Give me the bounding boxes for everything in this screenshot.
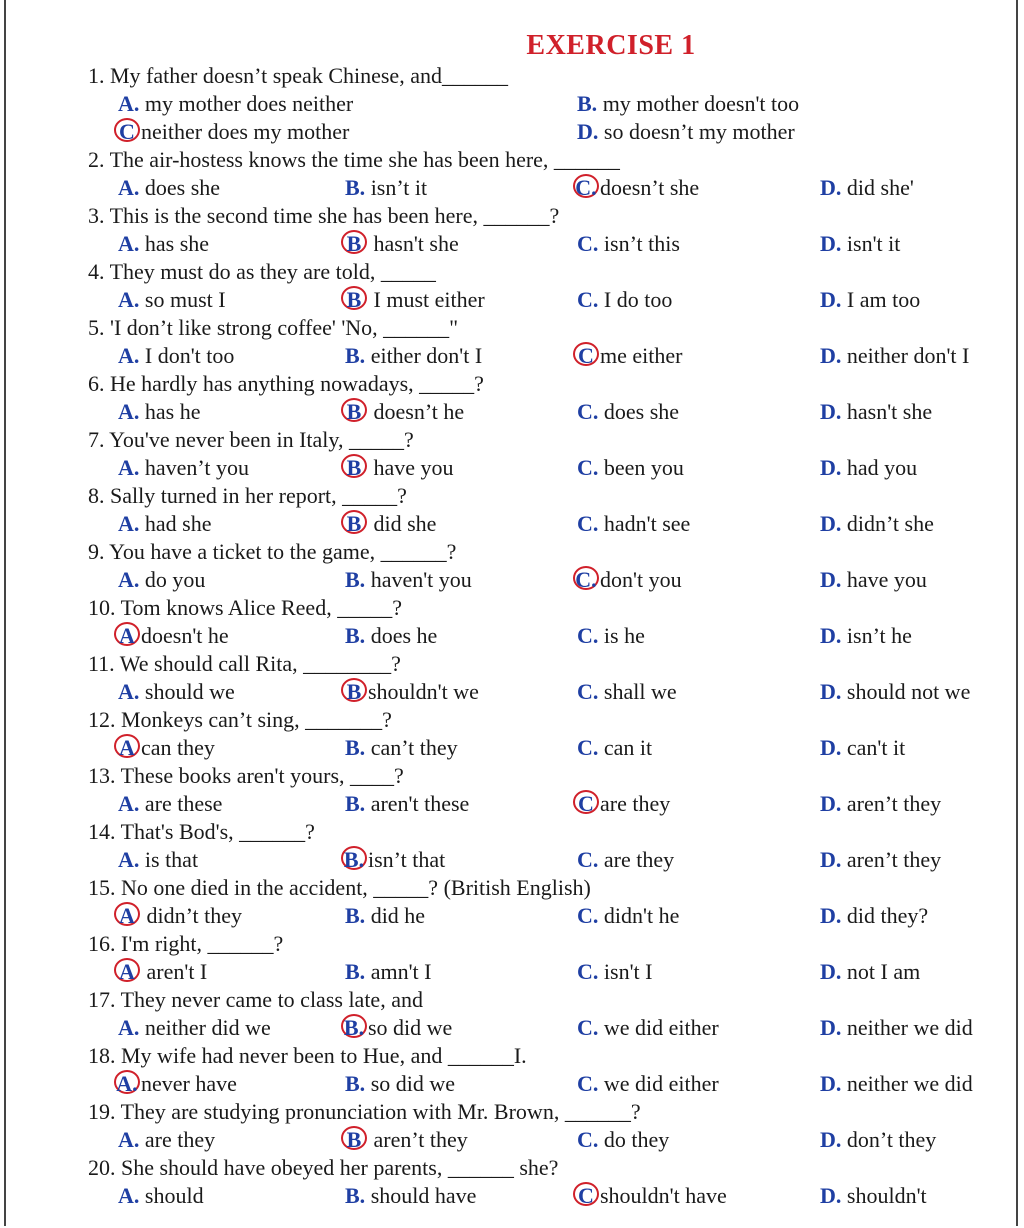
selected-answer-letter: B. — [341, 846, 367, 870]
question-stem: 1. My father doesn’t speak Chinese, and______ — [88, 63, 508, 88]
question-item — [0, 1042, 1024, 1098]
option-text: should have — [365, 1183, 477, 1208]
answer-option[interactable] — [577, 566, 682, 594]
option-text: didn't he — [598, 903, 680, 928]
question-stem: 13. These books aren't yours, ____? — [88, 763, 404, 788]
answer-option[interactable] — [118, 230, 209, 258]
answer-option[interactable] — [345, 1126, 468, 1154]
option-text: so did we — [368, 1015, 453, 1040]
option-letter: A. — [118, 231, 140, 256]
question-item — [0, 258, 1024, 314]
question-stem: 16. I'm right, ______? — [88, 931, 284, 956]
question-stem: 5. 'I don’t like strong coffee' 'No, ______" — [88, 315, 459, 340]
answer-option[interactable] — [577, 1126, 669, 1154]
option-letter: B. — [345, 959, 366, 984]
option-text: my mother does neither — [139, 91, 354, 116]
option-text: so did we — [365, 1071, 456, 1096]
question-item — [0, 874, 1024, 930]
option-text: don’t they — [841, 1127, 937, 1152]
option-text: don't you — [600, 567, 682, 592]
answer-option[interactable] — [345, 902, 425, 930]
question-item — [0, 818, 1024, 874]
option-text: has he — [139, 399, 201, 424]
question-item — [0, 62, 1024, 146]
answer-option[interactable] — [577, 510, 690, 538]
option-text: have you — [368, 455, 454, 480]
selected-answer-letter: B — [341, 230, 367, 254]
selected-answer-letter: C. — [573, 566, 599, 590]
option-text: does she — [139, 175, 221, 200]
option-text: does he — [365, 623, 438, 648]
question-stem: 8. Sally turned in her report, _____? — [88, 483, 407, 508]
option-text: isn’t he — [841, 623, 912, 648]
question-stem: 4. They must do as they are told, _____ — [88, 259, 436, 284]
answer-option[interactable] — [820, 230, 900, 258]
answer-option[interactable] — [820, 510, 934, 538]
answer-option[interactable] — [118, 958, 207, 986]
answer-option[interactable] — [345, 734, 458, 762]
answer-option[interactable] — [345, 622, 437, 650]
option-text: hasn't she — [841, 399, 933, 424]
answer-option[interactable] — [577, 90, 799, 118]
option-letter: C. — [577, 287, 599, 312]
question-list — [0, 62, 1024, 1210]
option-letter: C. — [577, 679, 599, 704]
option-text: so must I — [139, 287, 226, 312]
answer-option[interactable] — [577, 118, 795, 146]
selected-answer-letter: C — [114, 118, 140, 142]
option-text: neither does my mother — [141, 119, 350, 144]
option-letter: B. — [345, 343, 366, 368]
option-letter: C. — [577, 231, 599, 256]
question-item — [0, 370, 1024, 426]
option-text: haven't you — [365, 567, 472, 592]
option-letter: C. — [577, 1071, 599, 1096]
answer-option[interactable] — [820, 566, 927, 594]
option-text: my mother doesn't too — [597, 91, 800, 116]
answer-option[interactable] — [118, 398, 200, 426]
selected-answer-letter: A — [114, 958, 140, 982]
option-text: isn’t it — [365, 175, 428, 200]
answer-option[interactable] — [820, 1126, 936, 1154]
option-text: didn’t they — [141, 903, 243, 928]
question-stem: 12. Monkeys can’t sing, _______? — [88, 707, 392, 732]
answer-option[interactable] — [820, 790, 941, 818]
selected-answer-letter: C — [573, 1182, 599, 1206]
answer-option[interactable] — [577, 398, 679, 426]
selected-answer-letter: A. — [114, 1070, 140, 1094]
option-text: can they — [141, 735, 215, 760]
option-text: do they — [598, 1127, 670, 1152]
answer-option[interactable] — [577, 174, 699, 202]
option-text: are they — [600, 791, 671, 816]
option-text: aren’t they — [368, 1127, 468, 1152]
option-text: so doesn’t my mother — [598, 119, 795, 144]
question-item — [0, 650, 1024, 706]
question-stem: 6. He hardly has anything nowadays, _____? — [88, 371, 484, 396]
option-text: shouldn't — [841, 1183, 927, 1208]
option-letter: A. — [118, 91, 140, 116]
option-text: can it — [598, 735, 653, 760]
answer-option[interactable] — [118, 342, 234, 370]
question-stem: 15. No one died in the accident, _____? (British English) — [88, 875, 591, 900]
option-letter: A. — [118, 791, 140, 816]
answer-option[interactable] — [577, 342, 682, 370]
option-text: hadn't see — [598, 511, 691, 536]
answer-option[interactable] — [820, 846, 941, 874]
option-text: been you — [598, 455, 684, 480]
answer-option[interactable] — [118, 846, 198, 874]
answer-option[interactable] — [820, 1070, 973, 1098]
option-text: never have — [141, 1071, 237, 1096]
option-text: are they — [139, 1127, 216, 1152]
selected-answer-letter: B — [341, 678, 367, 702]
option-text: did he — [365, 903, 426, 928]
option-text: did she — [368, 511, 437, 536]
option-text: isn't it — [841, 231, 901, 256]
answer-option[interactable] — [577, 1070, 719, 1098]
option-letter: A. — [118, 343, 140, 368]
option-letter: D. — [820, 343, 842, 368]
answer-option[interactable] — [577, 622, 645, 650]
option-letter: C. — [577, 455, 599, 480]
question-stem: 2. The air-hostess knows the time she has been here, ______ — [88, 147, 620, 172]
selected-answer-letter: A — [114, 622, 140, 646]
option-letter: B. — [345, 567, 366, 592]
option-text: is that — [139, 847, 199, 872]
option-letter: A. — [118, 1183, 140, 1208]
answer-option[interactable] — [577, 678, 677, 706]
selected-answer-letter: B — [341, 1126, 367, 1150]
option-letter: C. — [577, 1127, 599, 1152]
answer-option[interactable] — [577, 846, 674, 874]
option-letter: D. — [820, 623, 842, 648]
answer-option[interactable] — [820, 342, 969, 370]
option-text: can’t they — [365, 735, 458, 760]
option-letter: A. — [118, 175, 140, 200]
option-text: should — [139, 1183, 204, 1208]
option-letter: A. — [118, 567, 140, 592]
option-text: did she' — [841, 175, 914, 200]
option-letter: C. — [577, 511, 599, 536]
option-text: we did either — [598, 1071, 719, 1096]
option-letter: D. — [820, 791, 842, 816]
option-text: hasn't she — [368, 231, 459, 256]
selected-answer-letter: B — [341, 398, 367, 422]
option-text: I do too — [598, 287, 673, 312]
option-text: doesn’t she — [600, 175, 700, 200]
option-letter: B. — [345, 735, 366, 760]
option-text: neither don't I — [841, 343, 970, 368]
option-text: does she — [598, 399, 680, 424]
option-text: isn’t this — [598, 231, 680, 256]
option-letter: A. — [118, 511, 140, 536]
option-letter: C. — [577, 735, 599, 760]
question-stem: 19. They are studying pronunciation with Mr. Brown, ______? — [88, 1099, 641, 1124]
answer-option[interactable] — [577, 790, 670, 818]
answer-option[interactable] — [577, 286, 672, 314]
selected-answer-letter: B. — [341, 1014, 367, 1038]
question-stem: 9. You have a ticket to the game, ______? — [88, 539, 457, 564]
answer-option[interactable] — [577, 454, 684, 482]
option-letter: B. — [345, 1071, 366, 1096]
answer-option[interactable] — [118, 510, 211, 538]
option-text: is he — [598, 623, 645, 648]
option-text: haven’t you — [139, 455, 249, 480]
option-letter: C. — [577, 1015, 599, 1040]
option-letter: D. — [820, 567, 842, 592]
option-letter: C. — [577, 959, 599, 984]
answer-option[interactable] — [118, 734, 215, 762]
question-stem: 3. This is the second time she has been here, ______? — [88, 203, 560, 228]
question-item — [0, 426, 1024, 482]
selected-answer-letter: C. — [573, 174, 599, 198]
option-letter: D. — [820, 287, 842, 312]
answer-option[interactable] — [118, 790, 222, 818]
answer-option[interactable] — [577, 230, 680, 258]
option-letter: D. — [820, 231, 842, 256]
answer-option[interactable] — [577, 1182, 727, 1210]
option-letter: D. — [820, 735, 842, 760]
option-text: aren’t they — [841, 791, 942, 816]
answer-option[interactable] — [345, 678, 479, 706]
page-title: EXERCISE 1 — [526, 30, 696, 61]
option-letter: D. — [820, 1127, 842, 1152]
option-text: not I am — [841, 959, 921, 984]
option-text: shouldn't we — [368, 679, 479, 704]
option-text: do you — [139, 567, 206, 592]
option-text: have you — [841, 567, 927, 592]
option-text: did they? — [841, 903, 929, 928]
option-text: should not we — [841, 679, 971, 704]
answer-option[interactable] — [118, 1070, 237, 1098]
option-text: aren’t they — [841, 847, 942, 872]
question-item — [0, 538, 1024, 594]
option-letter: C. — [577, 903, 599, 928]
option-letter: C. — [577, 623, 599, 648]
option-letter: D. — [820, 175, 842, 200]
option-letter: A. — [118, 399, 140, 424]
option-letter: D. — [820, 847, 842, 872]
option-text: aren't I — [141, 959, 208, 984]
question-item — [0, 1098, 1024, 1154]
option-letter: B. — [345, 175, 366, 200]
option-letter: A. — [118, 1015, 140, 1040]
option-text: me either — [600, 343, 683, 368]
answer-option[interactable] — [345, 174, 427, 202]
answer-option[interactable] — [820, 286, 920, 314]
option-text: had she — [139, 511, 212, 536]
option-letter: B. — [345, 791, 366, 816]
option-text: aren't these — [365, 791, 470, 816]
answer-option[interactable] — [118, 622, 229, 650]
selected-answer-letter: B — [341, 454, 367, 478]
option-text: I am too — [841, 287, 921, 312]
option-letter: D. — [820, 455, 842, 480]
answer-option[interactable] — [345, 1014, 452, 1042]
option-text: shouldn't have — [600, 1183, 727, 1208]
option-letter: D. — [820, 399, 842, 424]
answer-option[interactable] — [118, 902, 242, 930]
option-text: amn't I — [365, 959, 432, 984]
option-letter: D. — [820, 1071, 842, 1096]
answer-option[interactable] — [345, 398, 464, 426]
option-text: neither we did — [841, 1071, 973, 1096]
option-text: isn't I — [598, 959, 653, 984]
answer-option[interactable] — [345, 958, 431, 986]
option-letter: B. — [577, 91, 598, 116]
question-item — [0, 482, 1024, 538]
selected-answer-letter: C — [573, 342, 599, 366]
answer-option[interactable] — [577, 958, 652, 986]
option-letter: B. — [345, 623, 366, 648]
question-stem: 11. We should call Rita, ________? — [88, 651, 401, 676]
answer-option[interactable] — [345, 230, 459, 258]
option-letter: D. — [820, 1015, 842, 1040]
question-item — [0, 146, 1024, 202]
question-stem: 14. That's Bod's, ______? — [88, 819, 315, 844]
question-item — [0, 762, 1024, 818]
answer-option[interactable] — [820, 398, 932, 426]
answer-option[interactable] — [345, 510, 436, 538]
option-letter: A. — [118, 287, 140, 312]
question-item — [0, 706, 1024, 762]
answer-option[interactable] — [345, 1070, 455, 1098]
selected-answer-letter: A — [114, 734, 140, 758]
answer-option[interactable] — [118, 174, 220, 202]
option-text: neither did we — [139, 1015, 271, 1040]
answer-option[interactable] — [820, 1182, 927, 1210]
answer-option[interactable] — [820, 734, 905, 762]
answer-option[interactable] — [820, 958, 920, 986]
option-letter: A. — [118, 455, 140, 480]
answer-option[interactable] — [118, 678, 235, 706]
option-text: are they — [598, 847, 675, 872]
answer-option[interactable] — [118, 566, 205, 594]
answer-option[interactable] — [345, 454, 454, 482]
question-stem: 10. Tom knows Alice Reed, _____? — [88, 595, 402, 620]
option-text: are these — [139, 791, 223, 816]
answer-option[interactable] — [577, 1014, 719, 1042]
option-text: can't it — [841, 735, 906, 760]
option-letter: A. — [118, 847, 140, 872]
answer-option[interactable] — [345, 342, 482, 370]
option-text: doesn't he — [141, 623, 229, 648]
option-text: isn’t that — [368, 847, 446, 872]
answer-option[interactable] — [118, 286, 226, 314]
selected-answer-letter: C — [573, 790, 599, 814]
question-item — [0, 594, 1024, 650]
option-text: I don't too — [139, 343, 235, 368]
option-letter: C. — [577, 399, 599, 424]
option-letter: C. — [577, 847, 599, 872]
option-text: we did either — [598, 1015, 719, 1040]
answer-option[interactable] — [820, 622, 912, 650]
option-letter: D. — [820, 1183, 842, 1208]
answer-option[interactable] — [118, 1126, 215, 1154]
option-text: shall we — [598, 679, 677, 704]
answer-option[interactable] — [820, 1014, 973, 1042]
answer-option[interactable] — [345, 286, 485, 314]
question-item — [0, 986, 1024, 1042]
selected-answer-letter: B — [341, 286, 367, 310]
option-letter: A. — [118, 1127, 140, 1152]
answer-option[interactable] — [118, 90, 353, 118]
question-item — [0, 1154, 1024, 1210]
option-text: had you — [841, 455, 918, 480]
option-letter: D. — [820, 959, 842, 984]
option-text: neither we did — [841, 1015, 973, 1040]
answer-option[interactable] — [118, 454, 249, 482]
answer-option[interactable] — [577, 902, 679, 930]
answer-option[interactable] — [345, 566, 472, 594]
answer-option[interactable] — [118, 118, 349, 146]
answer-option[interactable] — [118, 1014, 271, 1042]
option-letter: D. — [820, 679, 842, 704]
answer-option[interactable] — [118, 1182, 204, 1210]
selected-answer-letter: B — [341, 510, 367, 534]
answer-option[interactable] — [345, 846, 445, 874]
option-letter: A. — [118, 679, 140, 704]
selected-answer-letter: A — [114, 902, 140, 926]
option-letter: B. — [345, 1183, 366, 1208]
option-text: should we — [139, 679, 235, 704]
option-letter: B. — [345, 903, 366, 928]
option-text: didn’t she — [841, 511, 934, 536]
question-item — [0, 314, 1024, 370]
answer-option[interactable] — [820, 902, 928, 930]
answer-option[interactable] — [345, 790, 469, 818]
option-text: either don't I — [365, 343, 483, 368]
question-item — [0, 202, 1024, 258]
answer-option[interactable] — [820, 174, 914, 202]
question-stem: 7. You've never been in Italy, _____? — [88, 427, 414, 452]
option-letter: D. — [820, 511, 842, 536]
answer-option[interactable] — [820, 678, 970, 706]
option-text: doesn’t he — [368, 399, 465, 424]
option-letter: D. — [577, 119, 599, 144]
question-item — [0, 930, 1024, 986]
question-stem: 20. She should have obeyed her parents, ______ she? — [88, 1155, 559, 1180]
question-stem: 18. My wife had never been to Hue, and ______I. — [88, 1043, 527, 1068]
option-text: has she — [139, 231, 210, 256]
question-stem: 17. They never came to class late, and — [88, 987, 423, 1012]
answer-option[interactable] — [345, 1182, 476, 1210]
answer-option[interactable] — [577, 734, 652, 762]
option-text: I must either — [368, 287, 485, 312]
option-letter: D. — [820, 903, 842, 928]
answer-option[interactable] — [820, 454, 917, 482]
